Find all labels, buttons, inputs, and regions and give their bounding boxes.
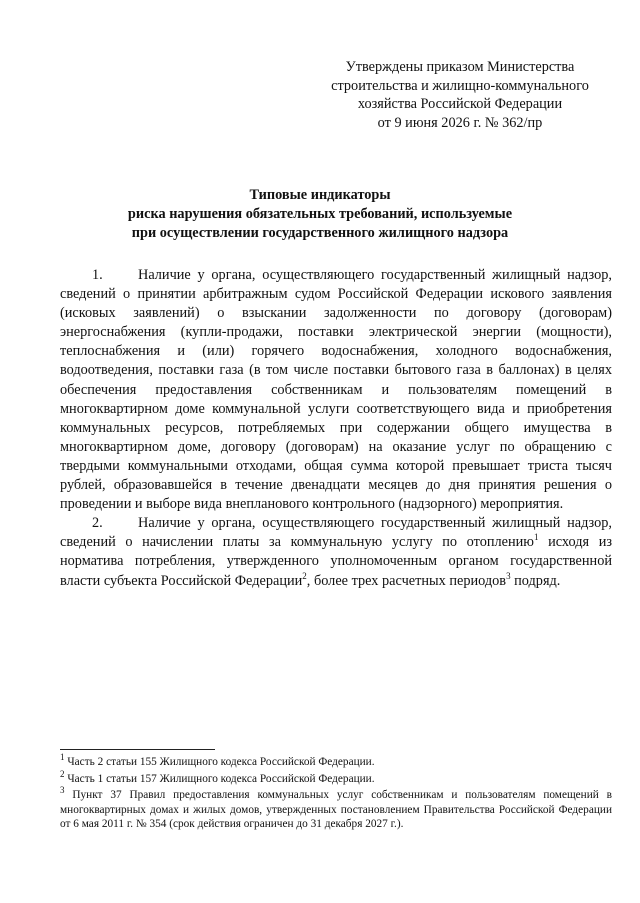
footnote-mark: 3 [60,785,65,796]
title-line: при осуществлении государственного жилищного надзора [131,225,509,241]
item-number: 1. [92,267,103,283]
item-text: Наличие у органа, осуществляющего государственный жилищный надзор, сведений о принятии арбитражным судом Российской Федерации искового заявления (исковых заявлений) о взыскании задолженности по договору (договорам) энергоснабжения (купли-продажи, поставки электрической энергии (мощности), теплоснабжения и (или) горячего водоснабжения, холодного водоснабжения, водоотведения, поставки газа (в том числе поставки бытового газа в баллонах) в целях обеспечения предоставления собственникам и пользователям помещений в многоквартирном доме коммунальной услуги соответствующего вида и приобретения коммунальных ресурсов, потребляемых при содержании общего имущества в многоквартирном доме, договору (договорам) на оказание услуг по обращению с твердыми коммунальными отходами, общая сумма которой превышает триста тысяч рублей, образовавшейся в течение двенадцати месяцев до дня принятия решения о проведении и выборе вида внепланового контрольного (надзорного) мероприятия. [60,267,612,513]
footnote-mark: 2 [60,768,65,779]
item-text: исходя из норматива потребления, утвержденного уполномоченным органом государственной власти субъекта Российской Федерации [60,534,613,589]
item-text: , более трех расчетных периодов [306,572,507,589]
footnote-text: Пункт 37 Правил предоставления коммунальных услуг собственникам и пользователям помещений в многоквартирных домах и жилых домов, утвержденных постановлением Правительства Российской Федерации от 6 мая 2011 г. № 354 (срок действия ограничен до 31 декабря 2027 г.). [60,789,612,831]
indicator-item-1 [60,266,612,514]
item-text: Наличие у органа, осуществляющего государственный жилищный надзор, сведений о начислении платы за коммунальную услугу по отоплению [60,515,612,551]
footnote-mark: 1 [60,752,65,763]
footnote-divider [60,749,215,750]
footnote-ref: 2 [302,570,307,581]
footnotes [60,752,612,834]
document-title [0,186,640,243]
footnote-item [60,785,612,832]
footnote-text: Часть 1 статьи 157 Жилищного кодекса Российской Федерации. [64,772,375,785]
item-number: 2. [92,515,103,532]
indicator-item-2 [60,514,612,590]
title-line: Типовые индикаторы [249,187,391,203]
footnote-item [60,768,612,787]
item-text: подряд. [510,572,561,589]
footnote-text: Часть 2 статьи 155 Жилищного кодекса Российской Федерации. [64,756,375,768]
footnote-ref: 3 [506,570,511,581]
footnote-item [60,752,612,770]
title-line: риска нарушения обязательных требований, используемые [127,206,513,222]
approval-line: строительства и жилищно-коммунального [331,77,589,94]
approval-line: хозяйства Российской Федерации [357,96,563,112]
approval-block [300,58,620,132]
footnote-ref: 1 [533,532,539,543]
approval-line: от 9 июня 2026 г. № 362/пр [377,114,543,131]
approval-line: Утверждены приказом Министерства [345,59,575,75]
document-body [60,266,612,591]
